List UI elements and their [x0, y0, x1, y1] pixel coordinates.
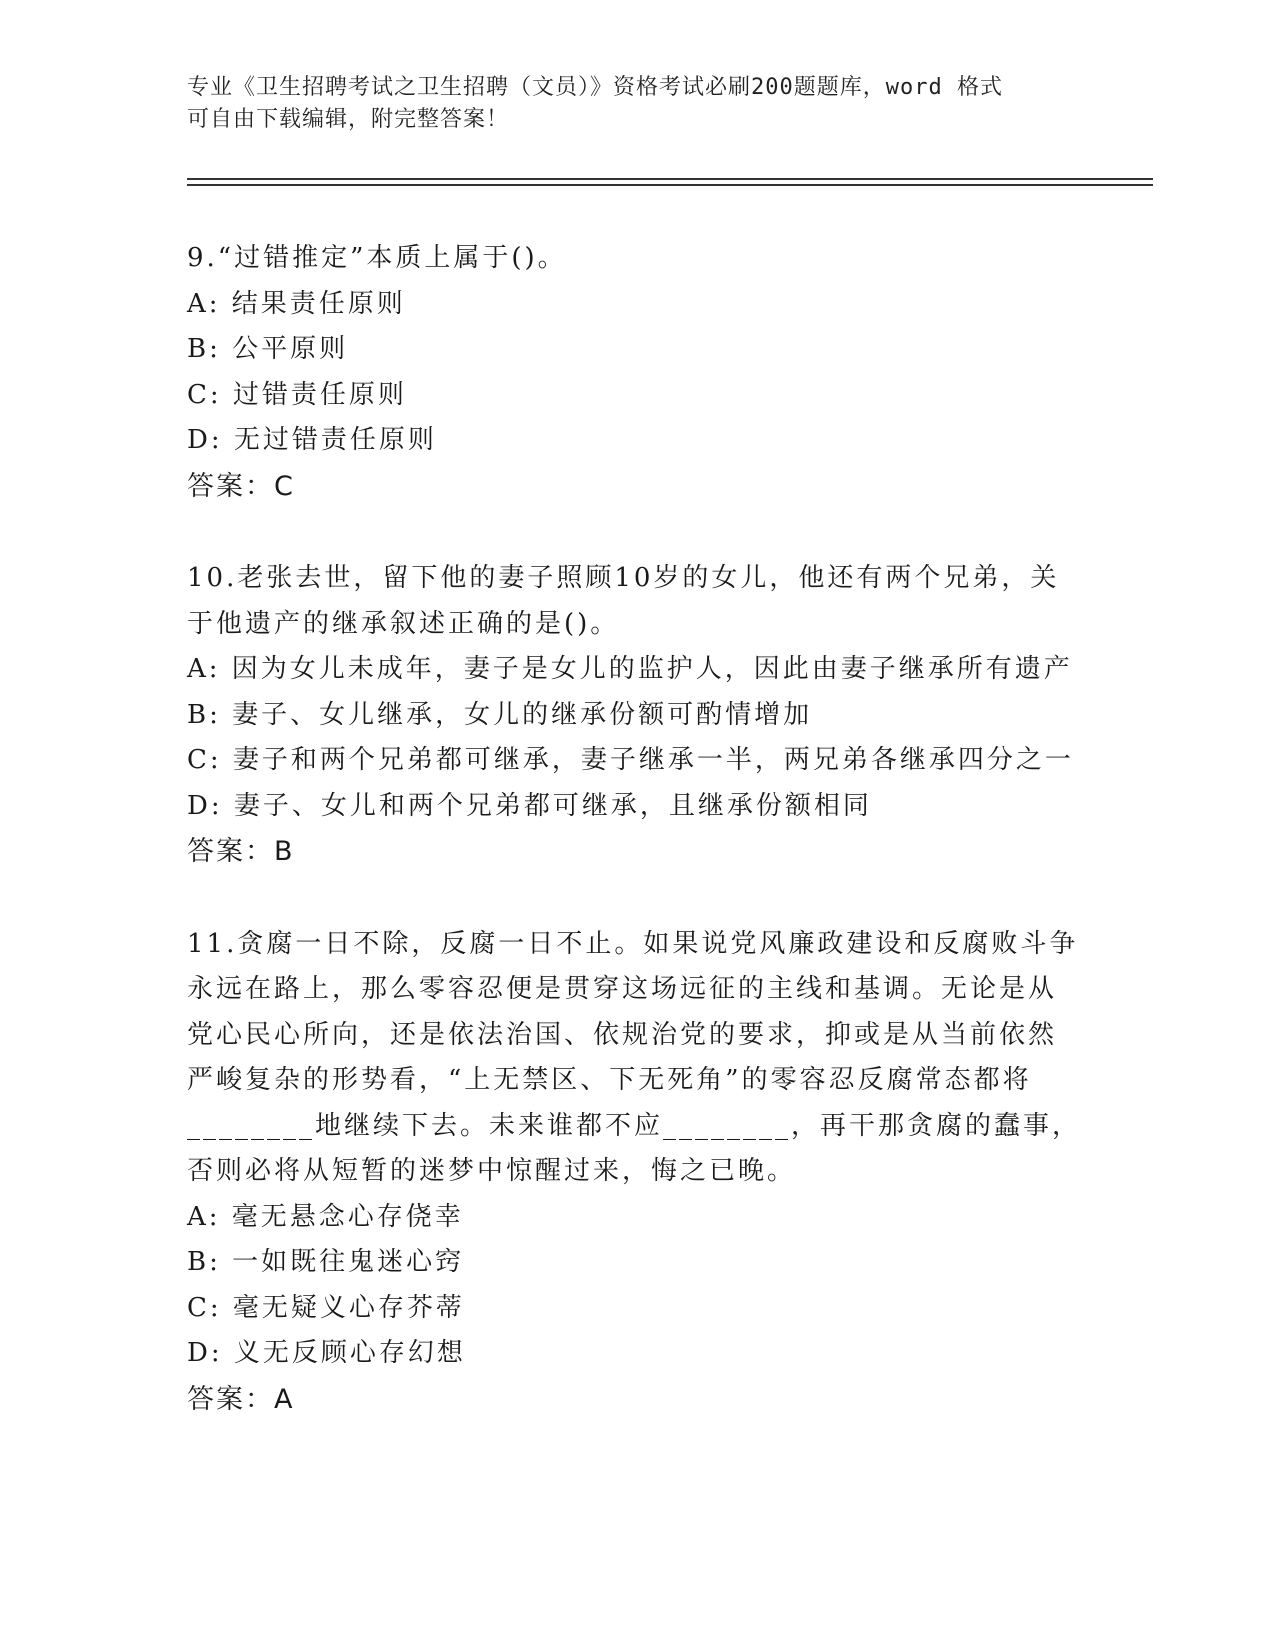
option-d: D: 无过错责任原则: [187, 425, 437, 455]
question-stem-line: 永远在路上，那么零容忍便是贯穿这场远征的主线和基调。无论是从: [187, 974, 1058, 1004]
option-b: B: 公平原则: [187, 334, 349, 364]
answer-line: 答案：A: [187, 1383, 295, 1415]
question-list: [187, 236, 1087, 1469]
question-10: [187, 556, 1087, 875]
question-stem-line: ________地继续下去。未来谁都不应________，再干那贪腐的蠢事，: [187, 1110, 1082, 1141]
question-stem-line: 于他遗产的继承叙述正确的是()。: [187, 608, 620, 639]
option-b: B: 一如既往鬼迷心窍: [187, 1247, 465, 1277]
question-stem-line: 否则必将从短暂的迷梦中惊醒过来，悔之已晚。: [187, 1156, 797, 1186]
question-11: [187, 922, 1087, 1423]
header-divider: [187, 178, 1153, 186]
answer-line: 答案：C: [187, 470, 295, 502]
option-c: C: 过错责任原则: [187, 379, 407, 410]
question-9: [187, 236, 1087, 509]
question-stem-line: 10.老张去世，留下他的妻子照顾10岁的女儿，他还有两个兄弟，关: [187, 563, 1060, 593]
option-a: A: 因为女儿未成年，妻子是女儿的监护人，因此由妻子继承所有遗产: [187, 654, 1073, 684]
option-d: D: 妻子、女儿和两个兄弟都可继承，且继承份额相同: [187, 790, 872, 821]
option-c: C: 妻子和两个兄弟都可继承，妻子继承一半，两兄弟各继承四分之一: [187, 745, 1074, 775]
option-d: D: 义无反顾心存幻想: [187, 1338, 466, 1368]
header-line-1: 专业《卫生招聘考试之卫生招聘（文员）》资格考试必刷200题题库，word 格式: [187, 75, 1003, 100]
question-stem-line: 严峻复杂的形势看，“上无禁区、下无死角”的零容忍反腐常态都将: [187, 1065, 1032, 1095]
question-stem-line: 9.“过错推定”本质上属于()。: [187, 243, 567, 273]
option-a: A: 毫无悬念心存侥幸: [187, 1201, 464, 1232]
option-a: A: 结果责任原则: [187, 288, 406, 319]
header-line-2: 可自由下载编辑，附完整答案！: [187, 107, 510, 132]
option-c: C: 毫无疑义心存芥蒂: [187, 1292, 465, 1323]
document-header: [187, 72, 1067, 136]
answer-line: 答案：B: [187, 836, 295, 867]
question-stem-line: 党心民心所向，还是依法治国、依规治党的要求，抑或是从当前依然: [187, 1019, 1058, 1050]
question-stem-line: 11.贪腐一日不除，反腐一日不止。如果说党风廉政建设和反腐败斗争: [187, 928, 1079, 959]
option-b: B: 妻子、女儿继承，女儿的继承份额可酌情增加: [187, 699, 813, 730]
